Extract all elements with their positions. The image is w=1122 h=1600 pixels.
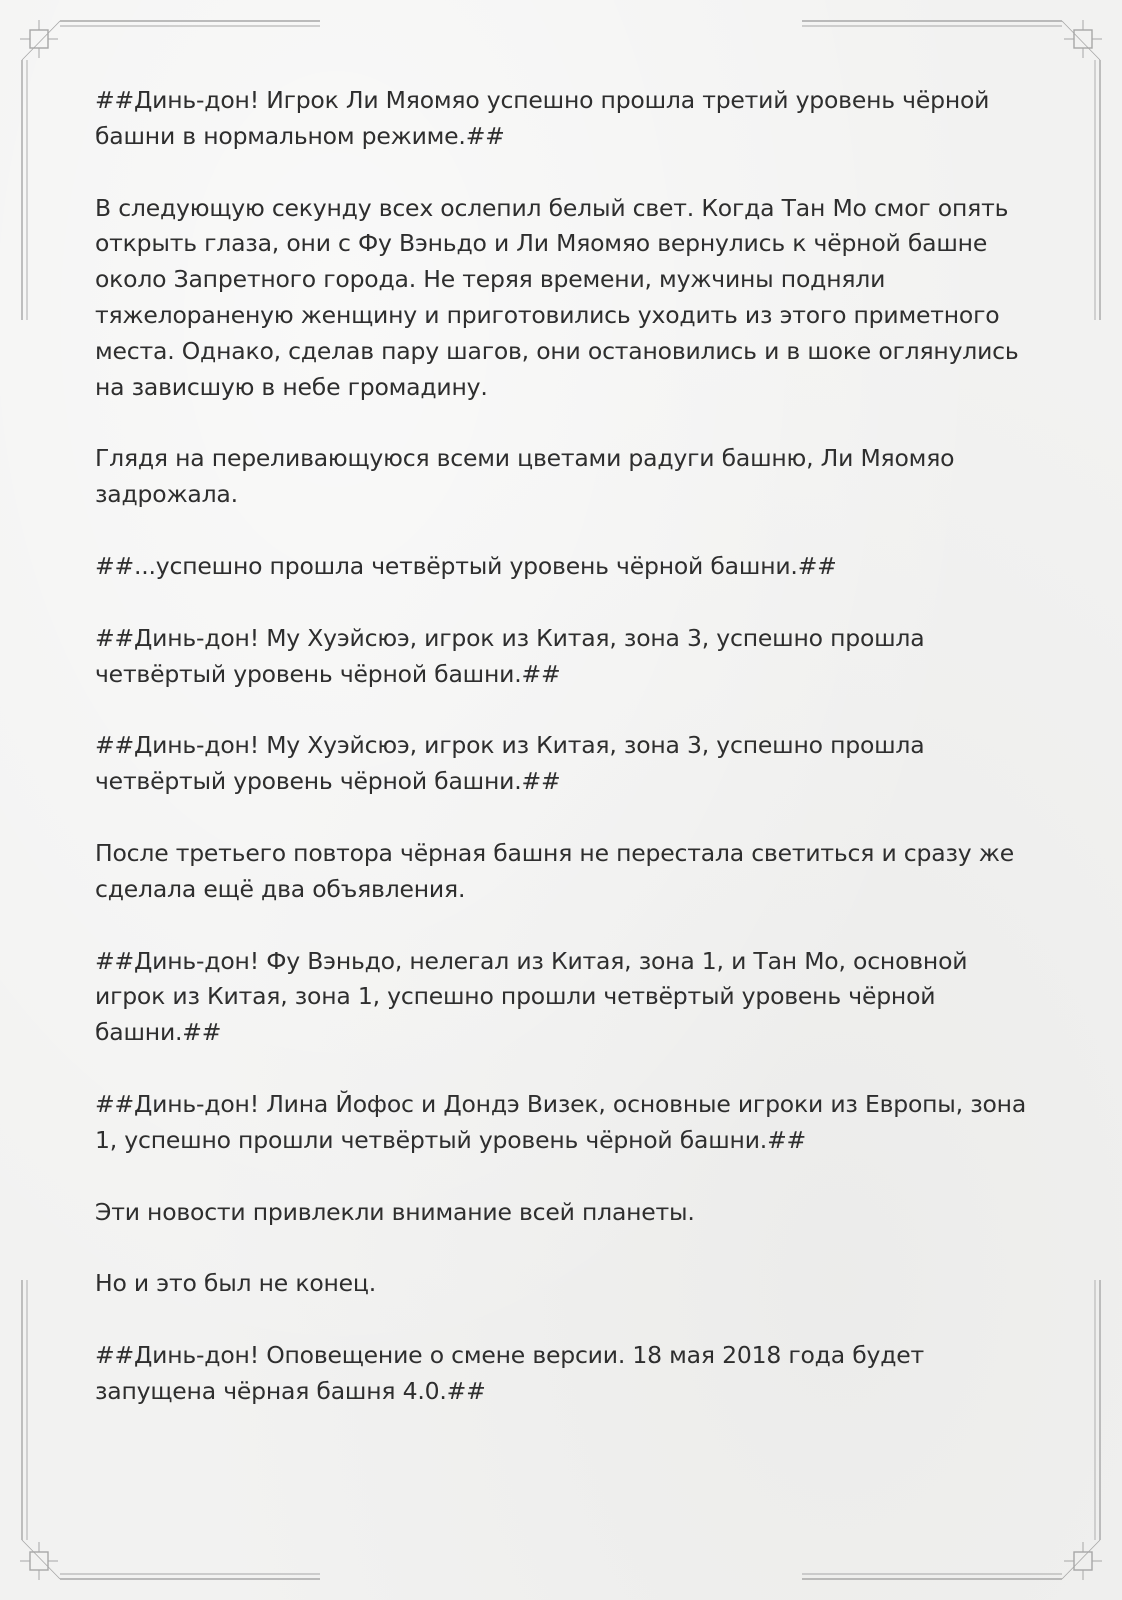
paragraph: ##Динь-дон! Игрок Ли Мяомяо успешно прошла третий уровень чёрной башни в нормальном режиме.## bbox=[95, 86, 990, 150]
paragraph: ##Динь-дон! Лина Йофос и Дондэ Визек, основные игроки из Европы, зона 1, успешно прошли четвёртый уровень чёрной башни.## bbox=[95, 1089, 1027, 1154]
paragraph: Глядя на переливающуюся всеми цветами радуги башню, Ли Мяомяо задрожала. bbox=[95, 444, 955, 509]
paragraph: Но и это был не конец. bbox=[95, 1269, 376, 1298]
story-text bbox=[95, 83, 1035, 1446]
paragraph: ##Динь-дон! Оповещение о смене версии. 18 мая 2018 года будет запущена чёрная башня 4.0.## bbox=[95, 1341, 924, 1405]
paragraph: ##Динь-дон! Му Хуэйсюэ, игрок из Китая, зона 3, успешно прошла четвёртый уровень чёрной башни.## bbox=[95, 731, 925, 796]
paragraph: После третьего повтора чёрная башня не перестала светиться и сразу же сделала ещё два объявления. bbox=[95, 838, 1014, 903]
paragraph: Эти новости привлекли внимание всей планеты. bbox=[95, 1197, 695, 1226]
paragraph: ##...успешно прошла четвёртый уровень чёрной башни.## bbox=[95, 551, 837, 580]
paragraph: ##Динь-дон! Му Хуэйсюэ, игрок из Китая, зона 3, успешно прошла четвёртый уровень чёрной башни.## bbox=[95, 623, 925, 688]
paragraph: ##Динь-дон! Фу Вэньдо, нелегал из Китая, зона 1, и Тан Мо, основной игрок из Китая, зона 1, успешно прошли четвёртый уровень чёрной башни.## bbox=[95, 946, 968, 1047]
paragraph: В следующую секунду всех ослепил белый свет. Когда Тан Мо смог опять открыть глаза, они с Фу Вэньдо и Ли Мяомяо вернулись к чёрной башне около Запретного города. Не теряя времени, мужчины подняли тяжелораненую женщину и приготовились уходить из этого приметного места. Однако, сделав пару шагов, они остановились и в шоке оглянулись на зависшую в небе громадину. bbox=[95, 193, 1019, 401]
